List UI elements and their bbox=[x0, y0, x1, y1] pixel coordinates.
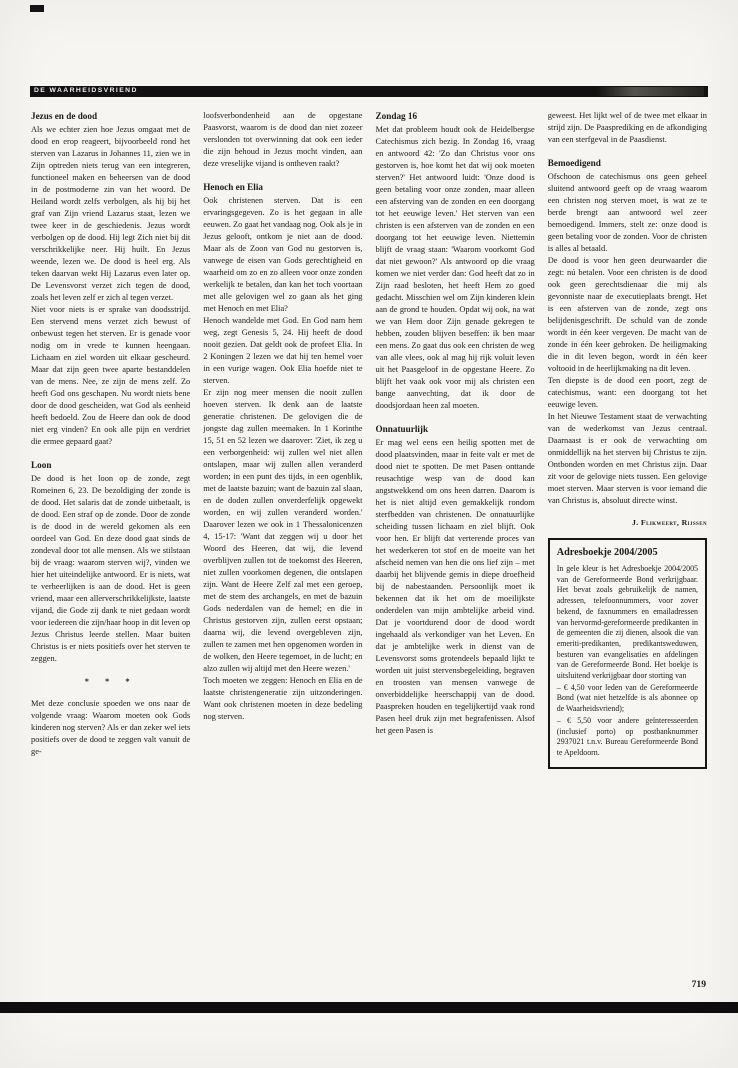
body-paragraph: Met deze conclusie spoeden we ons naar de volgende vraag: Waarom moeten ook Gods kinderen nog sterven? Als er dan zeker wel iets positiefs over de dood te zeggen valt vanuit de ge- bbox=[31, 699, 191, 756]
masthead-title: DE WAARHEIDSVRIEND bbox=[34, 87, 138, 95]
body-paragraph: Niet voor niets is er sprake van doodsstrijd. Een stervend mens verzet zich bewust of onbewust tegen het sterven. Er is genade voor nodig om in vrede te kunnen heengaan. Lichaam en ziel worden uit elkaar gescheurd. Maar dat zijn geen twee aparte bestanddelen van de mens. Nee, ze zijn de mens zelf. Zo heeft God ons geschapen. Nu wordt niets bene door de dood gescheiden, wat God als eenheid heeft bedoeld. Zou de Heere dan ook de dood niet erg vinden? En ook alle pijn en verdriet die ermee gepaard gaat? bbox=[31, 305, 191, 446]
text-column-1 bbox=[31, 110, 190, 769]
page-number: 719 bbox=[691, 979, 706, 990]
masthead-date-smudge bbox=[596, 87, 704, 96]
body-paragraph: Toch moeten we zeggen: Henoch en Elia en de laatste christengeneratie zijn uitzonderingen. Want ook christenen moeten in deze bedeling nog sterven. bbox=[203, 676, 363, 721]
body-paragraph: geweest. Het lijkt wel of de twee met elkaar in strijd zijn. De Paasprediking en de afkondiging van een sterfgeval in de Paasdienst. bbox=[547, 111, 707, 144]
body-paragraph: In het Nieuwe Testament staat de verwachting van de wederkomst van Jezus centraal. Daarnaast is er ook de verwachting om onmiddellijk na het sterven bij Christus te zijn. Ontbonden worden en met Christus zijn. Daar zit voor de gelovige niets tussen. Een gelovige moet sterven. Maar sterven is voor iemand die van Christus is, absoluut directe winst. bbox=[547, 412, 707, 505]
section-heading: Bemoedigend bbox=[547, 158, 601, 168]
adresboekje-box bbox=[548, 538, 707, 769]
bottom-rule bbox=[0, 1002, 738, 1013]
body-paragraph: De dood is voor hen geen deurwaarder die zegt: nú betalen. Voor een christen is de dood ook geen gerechtsdienaar die mij als gevonniste naar de executieplaats brengt. Het is een afsterven van de zonde, zegt ons belijdenisgeschrift. De schuld van de zonde wordt in één keer vergeven. De macht van de zonde in één keer gebroken. De heiligmaking die in dit leven begon, wordt in één keer voltooid in de heerlijkmaking na dit leven. bbox=[547, 256, 707, 373]
body-paragraph: Als we echter zien hoe Jezus omgaat met de dood en erop reageert, bijvoorbeeld rond het sterven van Lazarus in Johannes 11, zien we in Zijn optreden niets terug van een integreren, functioneel maken en beheersen van de dood in de postmoderne zin van het woord. De Heiland wordt zelfs verbolgen, als hij bij het graf van Zijn vriend Lazarus staat, lezen we twee keer in de geschiedenis. Jezus wordt verbolgen op de dood. Hij legt Zich niet bij dit verschrikkelijke neer. Hij huilt. En Jezus weende, lezen we. De dood is heel erg. Als teken daarvan wekt Hij Lazarus even later op. De Levensvorst verzet zich tegen de dood, zoals het leven zelf er zich al tegen verzet. bbox=[31, 125, 191, 302]
body-paragraph: Er mag wel eens een heilig spotten met de dood plaatsvinden, maar in feite valt er met de dood niet te spotten. De met Pasen onttande reusachtige wesp van de dood kan angstwekkend om ons heen darren. Daarom is het is niet altijd even gemakkelijk rondom sterfbedden van christenen. De onnatuurlijke scheiding tussen lichaam en ziel blijft. Ook voor hen. Er blijft dat verterende proces van het wederkeren tot stof en de moeite van het afscheid nemen van hen die ons lief zijn – met daarbij het blijvende gemis in diepe droefheid bij de nabestaanden. Persoonlijk moet ik bekennen dat ik het om de moeilijkste onderdelen van mijn ambtelijke arbeid vind. Dat je voortdurend door de dood wordt ingehaald als verkondiger van het Leven. En dat je ambtelijke werk in dienst van de Levensvorst soms grotendeels bepaald lijkt te worden uit juist stervensbegeleiding, begraven en troosten van mensen vanwege de onverbiddelijke heerschappij van de dood. Paaspreken houden en tegelijkertijd vaak rond Pasen heel druk zijn met begrafenissen. Alsof het geen Pasen is bbox=[375, 438, 535, 735]
body-paragraph: Er zijn nog meer mensen die nooit zullen hoeven sterven. Ik denk aan de laatste generatie christenen. De gelovigen die de jongste dag zullen meemaken. In 1 Korinthe 15, 51 en 52 lezen we daarover: 'Ziet, ik zeg u een verborgenheid: wij zullen wel niet allen ontslapen, maar wij zullen allen veranderd worden; in een punt des tijds, in een ogenblik, met de laatste bazuin; want de bazuin zal slaan, en de doden zullen onverderfelijk opgewekt worden, en wij zullen veranderd worden.' Daarover lezen we ook in 1 Thessalonicenzen 4, 15-17: 'Want dat zeggen wij u door het Woord des Heeren, dat wij, die levend overblijven zullen tot de toekomst des Heeren, niet zullen voorkomen degenen, die ontslapen zijn. Want de Heere Zelf zal met een geroep, met de stem des archangels, en met de bazuin Gods nederdalen van de hemel; en die in Christus gestorven zijn, zullen eerst opstaan; daarna wij, die levend overgebleven zijn, zullen te zamen met hen opgenomen worden in de wolken, den Heere tegemoet, in de lucht; en alzo zullen wij altijd met den Heere wezen.' bbox=[203, 388, 363, 673]
text-column-4 bbox=[548, 110, 707, 769]
section-separator: * * * bbox=[84, 677, 137, 686]
body-paragraph: Ten diepste is de dood een poort, zegt de catechismus, want: een doorgang tot het eeuwige leven. bbox=[547, 376, 707, 409]
adresboekje-paragraph: – € 5,50 voor andere geïnteresseerden (inclusief porto) op postbanknummer 2937021 t.n.v. Bureau Gereformeerde Bond te Apeldoorn. bbox=[556, 715, 698, 757]
adresboekje-paragraph: – € 4,50 voor leden van de Gereformeerde Bond (wat niet hetzelfde is als abonnee op de Waarheidsvriend); bbox=[556, 682, 698, 714]
body-paragraph: Ook christenen sterven. Dat is een ervaringsgegeven. Zo is het gegaan in alle eeuwen. Zo gaat het vandaag nog. Ook als je in Jezus gelooft, ontkom je niet aan de dood. Maar als de Zoon van God nu gestorven is, vanwege de eisen van Gods gerechtigheid en waarheid om zo en zo alleen voor onze zonden werkelijk te betalen, dan kan het toch voortaan met alle gelovigen wel zo gaan als het ging met Henoch en met Elia? bbox=[203, 196, 363, 313]
body-paragraph: De dood is het loon op de zonde, zegt Romeinen 6, 23. De bezoldiging der zonde is de dood. Het salaris dat de zonde uitbetaalt, is de dood. Een straf op de zonde. Door de zonde is de dood in de wereld gekomen als een oordeel van God. En deze dood gaat sinds de zondeval door tot alle mensen. Als we stilstaan bij de vraag: waarom sterven wij?, vinden we hier het uiteindelijke antwoord. Er is niets, wat te verheerlijken is aan de dood. Het is geen vriend, maar een allerverschrikkelijkste, laatste vijand, die Gode zij dank te niet gedaan wordt voor iedereen die zijn/haar hoop in dit leven op Jezus Christus leerde stellen. Maar buiten Christus is er niets positiefs over het sterven te zeggen. bbox=[31, 474, 191, 663]
body-paragraph: Met dat probleem houdt ook de Heidelbergse Catechismus zich bezig. In Zondag 16, vraag en antwoord 42: 'Zo dan Christus voor ons gestorven is, hoe komt het dat wij ook moeten sterven?' Het antwoord luidt: 'Onze dood is geen betaling voor onze zonden, maar alleen een afsterving van de zonden en een doorgang tot het eeuwige leven.' Het sterven van een christen is een afsterven van de zonden en een doorgang tot het eeuwige leven. Niettemin blijft de vraag staan: 'Waarom voorkomt God dat niet gewoon?' Als antwoord op die vraag komen we niet verder dan: God heeft dat zo in Zijn raad besloten, het heeft Hem zo goed gedacht. Misschien wel om Zijn kinderen klein aan de grond te houden. Opdat wij ook, na wat we van Hem door Zijn genade gekregen te hebben, zouden blijven beseffen: ik ben maar een mens. Zo gaat dus ook een christen de weg van alle vlees, ook al mag hij rijk voluit leven uit het Paasgeloof in de opgestane Heere. Zo blijft het vaak ook voor mij als christen een bange aanvechting, dat ik door de doodsjordaan heen zal moeten. bbox=[375, 125, 535, 410]
section-heading: Loon bbox=[31, 460, 52, 470]
columns bbox=[31, 110, 707, 769]
section-heading: Jezus en de dood bbox=[31, 111, 98, 121]
body-paragraph: Henoch wandelde met God. En God nam hem weg, zegt Genesis 5, 24. Hij heeft de dood nooit gezien. Dat geldt ook de profeet Elia. In 2 Koningen 2 lezen we dat hij ten hemel voer in een vurige wagen. Ook Elia hoefde niet te sterven. bbox=[203, 316, 363, 385]
author-signature: J. Flikweert, Rijssen bbox=[631, 518, 707, 527]
section-heading: Onnatuurlijk bbox=[375, 424, 429, 434]
adresboekje-title: Adresboekje 2004/2005 bbox=[556, 547, 658, 558]
print-registration-mark bbox=[30, 5, 44, 12]
text-column-2 bbox=[203, 110, 362, 769]
section-heading: Henoch en Elia bbox=[203, 182, 263, 192]
adresboekje-paragraph: In gele kleur is het Adresboekje 2004/2005 van de Gereformeerde Bond verkrijgbaar. Het bevat zoals gebruikelijk de namen, adressen, telefoonnummers, voor zover bekend, de faxnummers en emailadressen van hervormd-gereformeerde predikanten in de gemeenten die zij dienen, alsook die van emeriti-predikanten, predikantsweduwen, besturen van evangelisaties en afdelingen van de Gereformeerde Bond. Het boekje is uitsluitend verkrijgbaar door storting van bbox=[556, 564, 698, 681]
masthead-bar bbox=[30, 86, 708, 97]
section-heading: Zondag 16 bbox=[375, 111, 418, 121]
body-paragraph: loofsverbondenheid aan de opgestane Paasvorst, waarom is de dood dan niet zozeer verslonden tot overwinning dat ook een ieder die zijn behoud in Jezus mocht vinden, aan deze vreselijke vijand is ontheven raakt? bbox=[203, 111, 363, 168]
text-column-3 bbox=[376, 110, 535, 769]
body-paragraph: Ofschoon de catechismus ons geen geheel sluitend antwoord geeft op de vraag waarom een christen nog sterven moet, is wat ze te berde brengt aan antwoord wel zeer bemoedigend. Immers, stelt ze: onze dood is geen betaling voor de zonden. Voor de christen is alles al betaald. bbox=[547, 172, 707, 253]
